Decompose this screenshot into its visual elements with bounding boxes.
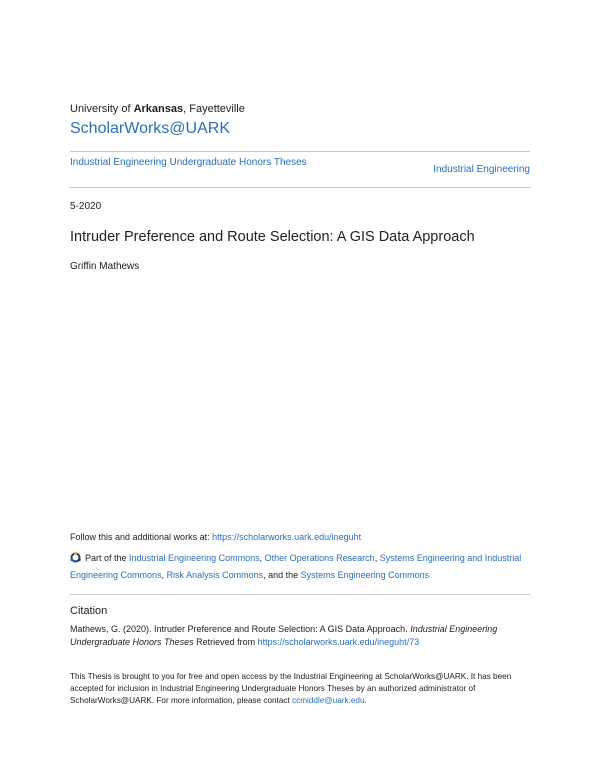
- series-link[interactable]: Industrial Engineering Undergraduate Honors Theses: [70, 157, 307, 168]
- separator: ,: [161, 570, 167, 580]
- follow-link[interactable]: https://scholarworks.uark.edu/ineguht: [212, 532, 362, 542]
- network-icon: [70, 552, 81, 563]
- discipline-link[interactable]: Risk Analysis Commons: [166, 570, 264, 580]
- separator: , and the: [263, 570, 301, 580]
- notice-end: .: [364, 696, 367, 705]
- follow-text: Follow this and additional works at:: [70, 532, 213, 542]
- citation-journal: Industrial Engineering Undergraduate Honors Theses: [70, 624, 498, 647]
- author-name: Griffin Mathews: [70, 261, 140, 272]
- citation-text: [70, 623, 532, 649]
- contact-email[interactable]: ccmiddle@uark.edu: [292, 696, 365, 705]
- department-link[interactable]: Industrial Engineering: [433, 164, 530, 175]
- citation-url[interactable]: https://scholarworks.uark.edu/ineguht/73: [257, 637, 420, 647]
- access-notice: [70, 671, 530, 707]
- follow-line: [70, 532, 361, 542]
- separator: ,: [259, 553, 265, 563]
- top-divider: [70, 151, 530, 152]
- part-of-line: [70, 550, 532, 584]
- university-prefix: University of: [70, 103, 134, 115]
- citation-divider: [70, 594, 530, 595]
- publication-date: 5-2020: [70, 201, 102, 212]
- notice-text: This Thesis is brought to you for free and open access by the Industrial Engineering at ScholarWorks@UARK. It has been accepted for inclusion in Industrial Engineering Undergraduate Honors Theses by an authorized administrator of ScholarWorks@UARK. For more information, please contact: [70, 672, 512, 705]
- part-of-prefix: Part of the: [85, 553, 130, 563]
- university-suffix: , Fayetteville: [183, 103, 245, 115]
- bottom-divider: [70, 187, 530, 188]
- citation-heading: Citation: [70, 605, 108, 617]
- separator: ,: [374, 553, 380, 563]
- citation-body: Mathews, G. (2020). Intruder Preference and Route Selection: A GIS Data Approach.: [70, 624, 411, 634]
- university-name: [70, 103, 245, 115]
- discipline-link[interactable]: Systems Engineering and Industrial Engineering Commons: [70, 553, 522, 580]
- university-bold: Arkansas: [133, 103, 184, 115]
- citation-retrieved: Retrieved from: [193, 637, 258, 647]
- scholarworks-link[interactable]: ScholarWorks@UARK: [70, 120, 230, 137]
- discipline-link[interactable]: Other Operations Research: [264, 553, 375, 563]
- discipline-link[interactable]: Systems Engineering Commons: [300, 570, 430, 580]
- paper-title: Intruder Preference and Route Selection: A GIS Data Approach: [70, 229, 475, 245]
- discipline-link[interactable]: Industrial Engineering Commons: [129, 553, 260, 563]
